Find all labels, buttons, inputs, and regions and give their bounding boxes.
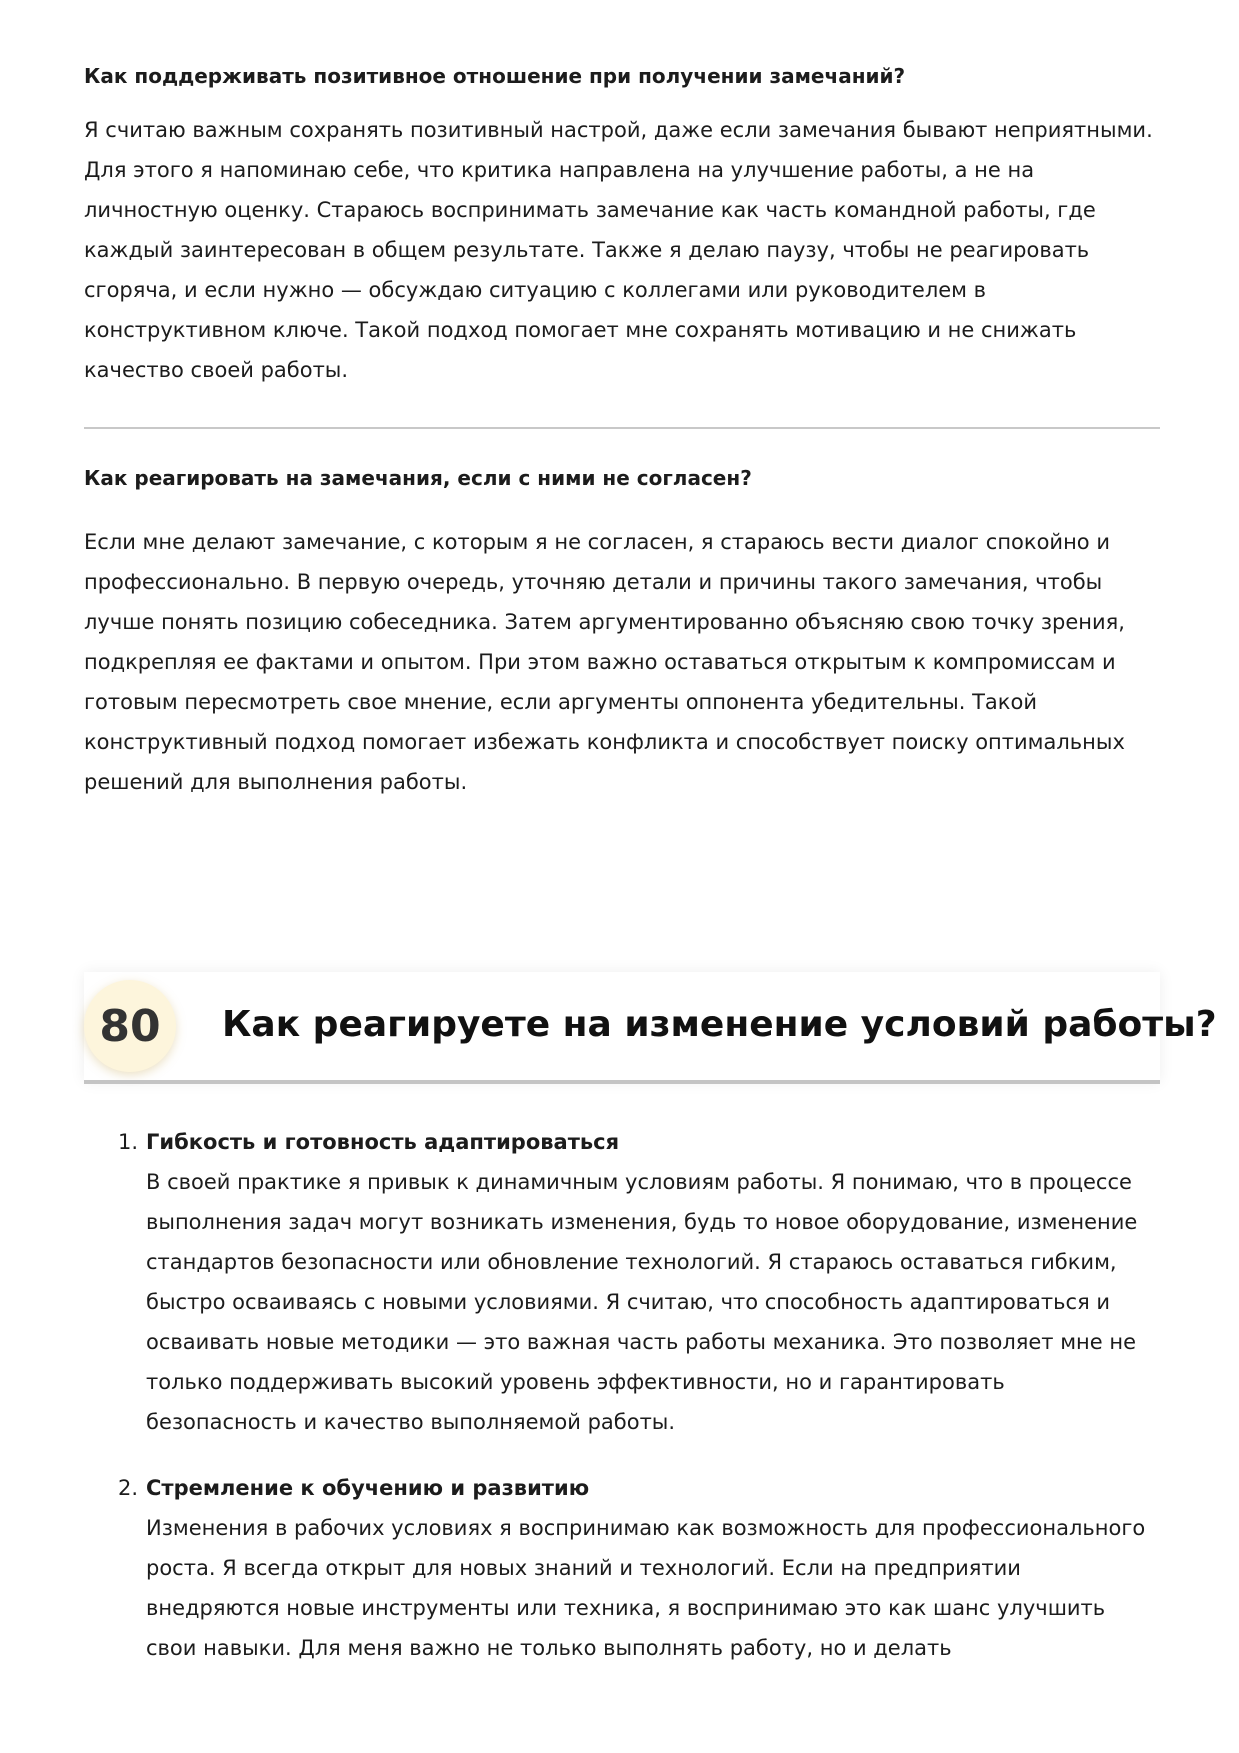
answer-paragraph-1: Я считаю важным сохранять позитивный настрой, даже если замечания бывают неприятными. Для этого я напоминаю себе, что критика направлена на улучшение работы, а не на личностную оценку. Стараюсь воспринимать замечание как часть командной работы, где каждый заинтересован в общем результате. Также я делаю паузу, чтобы не реагировать сгоряча, и если нужно — обсуждаю ситуацию с коллегами или руководителем в конструктивном ключе. Такой подход помогает мне сохранять мотивацию и не снижать качество своей работы. — [84, 118, 1153, 382]
question-heading-2: Как реагировать на замечания, если с ними не согласен? — [84, 466, 752, 490]
section-header — [84, 972, 1217, 1082]
answer-paragraph-2: Если мне делают замечание, с которым я не согласен, я стараюсь вести диалог спокойно и профессионально. В первую очередь, уточняю детали и причины такого замечания, чтобы лучше понять позицию собеседника. Затем аргументированно объясняю свою точку зрения, подкрепляя ее фактами и опытом. При этом важно оставаться открытым к компромиссам и готовым пересмотреть свое мнение, если аргументы оппонента убедительны. Такой конструктивный подход помогает избежать конфликта и способствует поиску оптимальных решений для выполнения работы. — [84, 530, 1125, 794]
section-header-underline — [84, 1080, 1160, 1084]
list-item-number: 2. — [118, 1476, 139, 1500]
section-number-badge: 80 — [84, 980, 176, 1072]
list-item-title: Стремление к обучению и развитию — [146, 1476, 590, 1500]
section-divider — [84, 427, 1160, 429]
list-item-title: Гибкость и готовность адаптироваться — [146, 1130, 620, 1154]
list-item-body: В своей практике я привык к динамичным условиям работы. Я понимаю, что в процессе выполнения задач могут возникать изменения, будь то новое оборудование, изменение стандартов безопасности или обновление технологий. Я стараюсь оставаться гибким, быстро осваиваясь с новыми условиями. Я считаю, что способность адаптироваться и осваивать новые методики — это важная часть работы механика. Это позволяет мне не только поддерживать высокий уровень эффективности, но и гарантировать безопасность и качество выполняемой работы. — [146, 1170, 1138, 1434]
section-title: Как реагируете на изменение условий работы? — [222, 1004, 1217, 1045]
list-item-body: Изменения в рабочих условиях я воспринимаю как возможность для профессионального роста. Я всегда открыт для новых знаний и технологий. Если на предприятии внедряются новые инструменты или техника, я воспринимаю это как шанс улучшить свои навыки. Для меня важно не только выполнять работу, но и делать — [146, 1516, 1146, 1660]
question-heading-1: Как поддерживать позитивное отношение при получении замечаний? — [84, 64, 906, 88]
list-item-number: 1. — [118, 1130, 139, 1154]
